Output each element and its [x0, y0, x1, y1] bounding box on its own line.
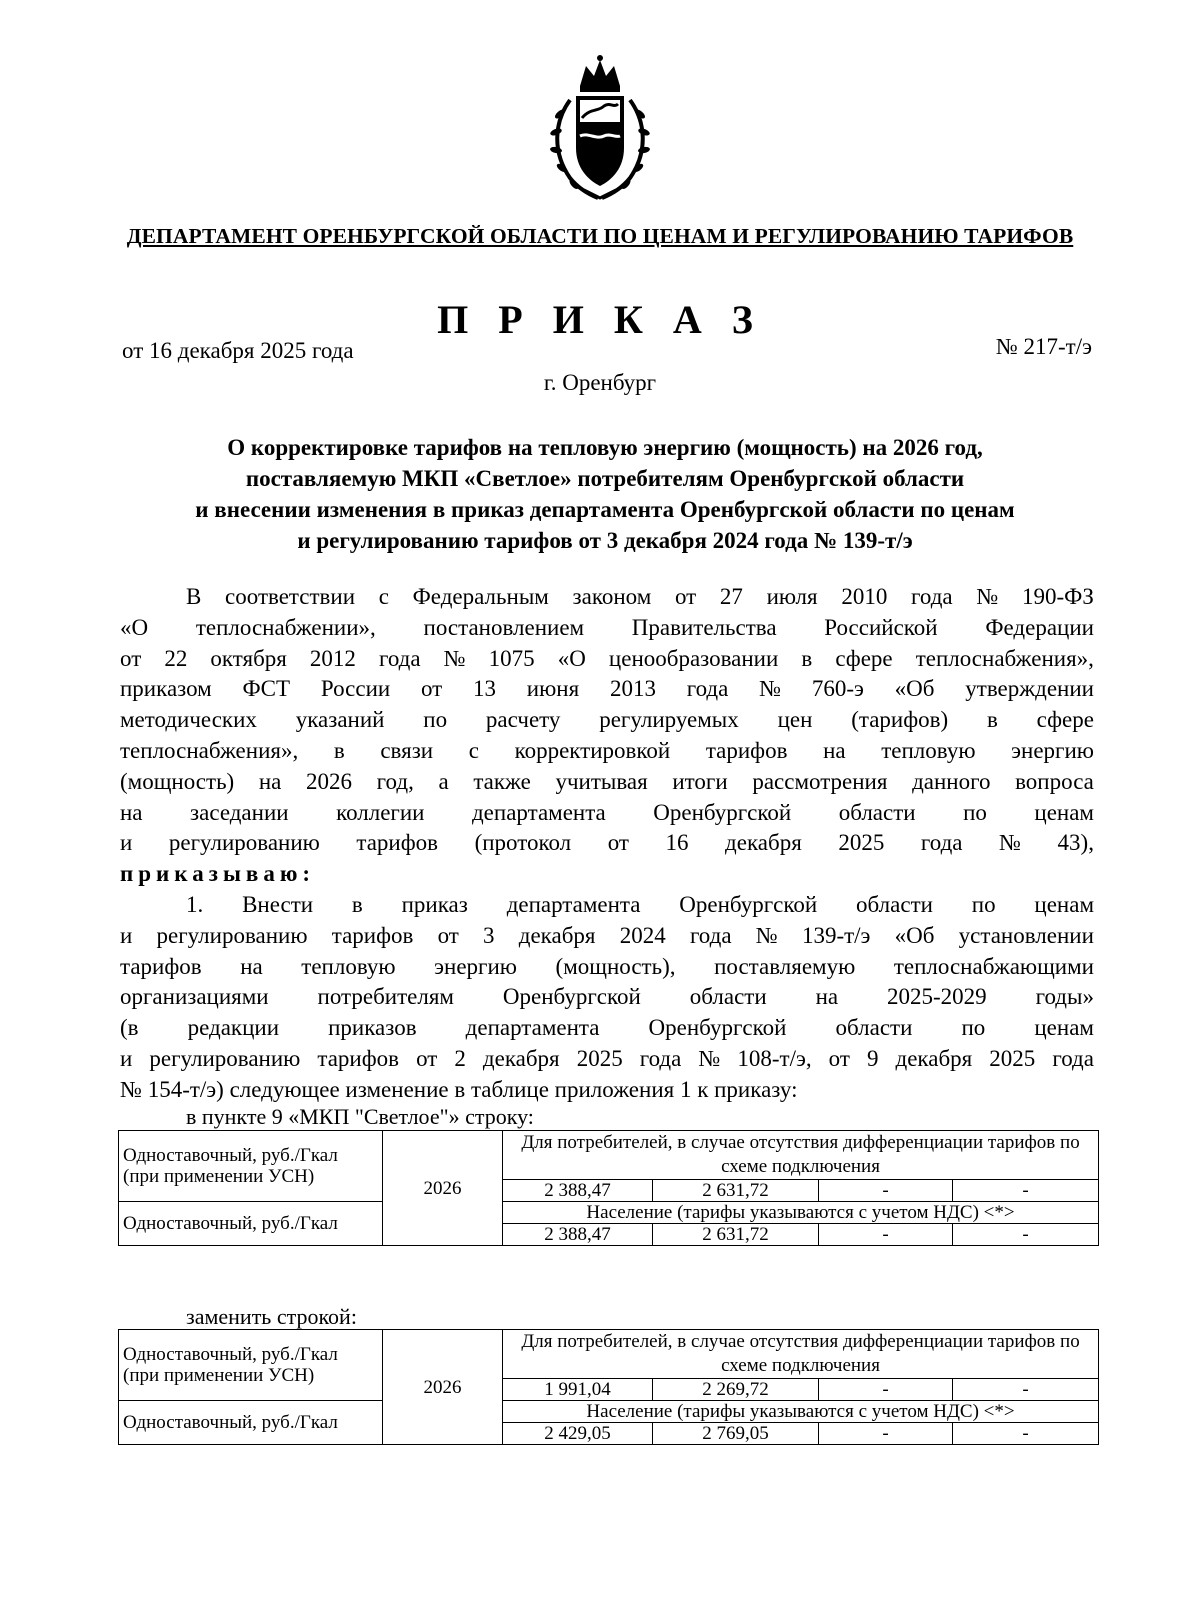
word: также — [473, 768, 531, 794]
body-line — [120, 613, 1094, 644]
word: 2025 — [576, 1045, 623, 1071]
word: методических — [120, 707, 257, 733]
tariff-year: 2026 — [383, 1131, 503, 1246]
word: на — [240, 953, 263, 979]
word: 13 — [473, 676, 496, 702]
word: от — [416, 1045, 438, 1071]
word: теплоснабжения», — [120, 737, 299, 763]
word: В — [186, 584, 202, 609]
word: года — [378, 645, 421, 671]
word: и — [120, 830, 133, 856]
word: № — [698, 1045, 721, 1071]
word: области — [835, 1015, 913, 1041]
table-row — [119, 1330, 1099, 1379]
word: области — [689, 984, 767, 1010]
word: поставляемую — [714, 953, 856, 979]
coat-of-arms-emblem — [548, 52, 652, 202]
word: тарифов — [705, 737, 788, 763]
tariff-value: - — [819, 1224, 953, 1246]
word: теплоснабжении», — [195, 614, 376, 640]
word: связи — [380, 737, 434, 763]
tariff-value: 1 991,04 — [503, 1379, 653, 1401]
word: Правительства — [631, 614, 777, 640]
word: года — [689, 922, 732, 948]
tariff-value: 2 388,47 — [503, 1180, 653, 1202]
consumer-group-header: Для потребителей, в случае отсутствия дифференциации тарифов по схеме подключения — [503, 1131, 1099, 1180]
word: (в — [120, 1015, 139, 1041]
word: на — [120, 799, 143, 825]
word: установлении — [958, 922, 1094, 948]
word: регулированию — [149, 1045, 301, 1071]
table-row — [119, 1131, 1099, 1180]
word: от — [120, 645, 142, 671]
word: Российской — [824, 614, 938, 640]
tariff-value: - — [953, 1423, 1099, 1445]
tariff-value: - — [819, 1379, 953, 1401]
word: корректировкой — [514, 737, 671, 763]
word: 2013 — [609, 676, 656, 702]
word: годы» — [1035, 984, 1094, 1010]
word: от — [607, 830, 629, 856]
word: от — [420, 676, 443, 702]
word: октября — [210, 645, 287, 671]
word: энергию — [434, 953, 517, 979]
word: 2 — [454, 1045, 466, 1071]
word: «О — [120, 614, 149, 640]
word: теплоснабжения», — [915, 645, 1094, 671]
department-name: ДЕПАРТАМЕНТ ОРЕНБУРГСКОЙ ОБЛАСТИ ПО ЦЕНАМ И РЕГУЛИРОВАНИЮ ТАРИФОВ — [126, 224, 1074, 248]
word: года — [911, 584, 953, 609]
word: (тарифов) — [851, 707, 949, 733]
word: данного — [912, 768, 991, 794]
consumer-group-header: Население (тарифы указываются с учетом НДС) <*> — [503, 1401, 1099, 1423]
tariff-value: 2 388,47 — [503, 1224, 653, 1246]
word: 9 — [866, 1045, 879, 1071]
word: департамента — [471, 799, 606, 825]
body-line — [120, 890, 1094, 921]
word: 190-ФЗ — [1021, 584, 1094, 609]
word: по — [971, 891, 996, 917]
word: области — [838, 799, 916, 825]
word: цен — [777, 707, 813, 733]
body-line — [120, 705, 1094, 736]
word: 139-т/э — [801, 922, 871, 948]
word: регулированию — [168, 830, 320, 856]
word: 108-т/э, — [737, 1045, 812, 1071]
word: департамента — [465, 1015, 600, 1041]
document-subject — [120, 432, 1090, 556]
word: по — [423, 707, 448, 733]
consumer-group-header: Для потребителей, в случае отсутствия дифференциации тарифов по схеме подключения — [503, 1330, 1099, 1379]
word: приказом — [120, 676, 212, 702]
tariff-label: Одноставочный, руб./Гкал — [119, 1202, 383, 1246]
word: ФСТ — [242, 676, 291, 702]
word: (мощность), — [555, 953, 676, 979]
word: 2025 — [989, 1045, 1036, 1071]
word: тарифов — [317, 1045, 400, 1071]
tariff-year: 2026 — [383, 1330, 503, 1445]
word: по — [961, 1015, 986, 1041]
tariff-value: - — [953, 1379, 1099, 1401]
table-row — [119, 1202, 1099, 1224]
word: Внести — [242, 891, 314, 917]
table-row — [119, 1401, 1099, 1423]
word: учитывая — [555, 768, 648, 794]
orders-word: приказываю: — [120, 861, 316, 887]
word: сфере — [835, 645, 893, 671]
word: года — [686, 676, 729, 702]
body-line — [120, 798, 1094, 829]
word: (мощность) — [120, 768, 235, 794]
word: с — [378, 584, 389, 609]
document-date: от 16 декабря 2025 года — [122, 338, 354, 363]
word: Оренбургской — [502, 984, 641, 1010]
tariff-value: 2 631,72 — [653, 1180, 819, 1202]
word: рассмотрения — [752, 768, 888, 794]
word: в — [986, 707, 998, 733]
tariff-value: 2 769,05 — [653, 1423, 819, 1445]
document-type-title: П Р И К А З — [437, 297, 763, 342]
consumer-group-header: Население (тарифы указываются с учетом НДС) <*> — [503, 1202, 1099, 1224]
body-line — [120, 767, 1094, 798]
word: 1075 — [488, 645, 535, 671]
word: на — [815, 984, 839, 1010]
body-line — [120, 982, 1094, 1013]
word: 2026 — [306, 768, 353, 794]
body-line: № 154-т/э) следующее изменение в таблице приложения 1 к приказу: — [120, 1076, 798, 1102]
body-line — [120, 582, 1094, 613]
word: от — [437, 922, 459, 948]
word: соответствии — [225, 584, 356, 609]
tariff-value: - — [819, 1423, 953, 1445]
word: 2025 — [838, 830, 885, 856]
word: Федеральным — [412, 584, 549, 609]
tariff-value: - — [953, 1180, 1099, 1202]
word: утверждении — [965, 676, 1094, 702]
word: от — [828, 1045, 850, 1071]
word: Оренбургской — [648, 1015, 787, 1041]
tariff-label: Одноставочный, руб./Гкал (при применении УСН) — [119, 1330, 383, 1401]
body-line — [120, 952, 1094, 983]
word: 3 — [483, 922, 495, 948]
body-line — [120, 736, 1094, 767]
word: в — [351, 891, 363, 917]
word: ценообразовании — [608, 645, 779, 671]
document-city: г. Оренбург — [543, 370, 657, 395]
word: постановлением — [423, 614, 585, 640]
word: Оренбургской — [679, 891, 818, 917]
word: № — [759, 676, 782, 702]
word: июня — [526, 676, 580, 702]
subject-line: О корректировке тарифов на тепловую энергию (мощность) на 2026 год, — [227, 435, 983, 460]
tariff-value: - — [953, 1224, 1099, 1246]
document-number: № 217-т/э — [995, 334, 1092, 359]
word: от — [674, 584, 697, 609]
word: приказ — [401, 891, 468, 917]
word: декабря — [895, 1045, 973, 1071]
word: года — [1052, 1045, 1094, 1071]
word: год, — [376, 768, 414, 794]
word: приказов — [328, 1015, 417, 1041]
body-line — [120, 921, 1094, 952]
word: вопроса — [1015, 768, 1094, 794]
word: и — [120, 1045, 133, 1071]
word: года — [639, 1045, 682, 1071]
word: декабря — [725, 830, 802, 856]
word: расчету — [485, 707, 561, 733]
word: потребителям — [317, 984, 454, 1010]
word: тепловую — [881, 737, 976, 763]
word: итоги — [672, 768, 728, 794]
word: сфере — [1036, 707, 1094, 733]
body-line — [120, 1044, 1094, 1075]
word: по — [963, 799, 987, 825]
word: Федерации — [985, 614, 1094, 640]
document-body — [120, 582, 1094, 1106]
tariff-label: Одноставочный, руб./Гкал — [119, 1401, 383, 1445]
word: 43), — [1057, 830, 1094, 856]
word: 22 — [164, 645, 188, 671]
tariff-value: 2 429,05 — [503, 1423, 653, 1445]
word: 2012 — [309, 645, 356, 671]
body-line — [120, 674, 1094, 705]
body-line — [120, 828, 1094, 859]
word: Оренбургской — [653, 799, 792, 825]
word: регулируемых — [599, 707, 739, 733]
word: редакции — [187, 1015, 280, 1041]
word: 16 — [665, 830, 689, 856]
word: ценам — [1034, 799, 1094, 825]
word: законом — [572, 584, 652, 609]
word: указаний — [295, 707, 385, 733]
word: 2025-2029 — [887, 984, 987, 1010]
word: ценам — [1034, 1015, 1094, 1041]
subject-line: и внесении изменения в приказ департамента Оренбургской области по ценам — [195, 497, 1015, 522]
tariff-value: 2 631,72 — [653, 1224, 819, 1246]
word: а — [438, 768, 449, 794]
tariff-value: 2 269,72 — [653, 1379, 819, 1401]
word: тарифов — [331, 922, 414, 948]
word: департамента — [506, 891, 641, 917]
body-line — [120, 1013, 1094, 1044]
word: с — [468, 737, 479, 763]
word: тарифов — [356, 830, 439, 856]
word: в — [801, 645, 813, 671]
tariff-table-new — [118, 1329, 1099, 1445]
word: декабря — [518, 922, 596, 948]
word: области — [856, 891, 933, 917]
word: на — [258, 768, 282, 794]
word: 27 — [719, 584, 743, 609]
tariff-table-old — [118, 1130, 1099, 1246]
word: № — [976, 584, 999, 609]
word: тепловую — [301, 953, 396, 979]
word: № — [443, 645, 466, 671]
word: России — [320, 676, 391, 702]
subject-line: и регулированию тарифов от 3 декабря 2024 года № 139-т/э — [297, 528, 913, 553]
word: года — [920, 830, 963, 856]
word: (протокол — [474, 830, 572, 856]
word: заседании — [190, 799, 289, 825]
tariff-value: - — [819, 1180, 953, 1202]
tariff-label: Одноставочный, руб./Гкал (при применении УСН) — [119, 1131, 383, 1202]
word: ценам — [1034, 891, 1094, 917]
word: тарифов — [120, 953, 202, 979]
word: «Об — [894, 922, 935, 948]
word: № — [999, 830, 1021, 856]
word: и — [120, 922, 133, 948]
word: декабря — [482, 1045, 560, 1071]
body-line — [120, 644, 1094, 675]
word: на — [823, 737, 846, 763]
word: июля — [766, 584, 818, 609]
word: 760-э — [811, 676, 864, 702]
table-caption-new: заменить строкой: — [186, 1304, 357, 1329]
word: энергию — [1011, 737, 1094, 763]
subject-line: поставляемую МКП «Светлое» потребителям Оренбургской области — [245, 466, 965, 491]
table-caption-old: в пункте 9 «МКП "Светлое"» строку: — [186, 1104, 534, 1129]
word: регулированию — [156, 922, 308, 948]
word: организациями — [120, 984, 269, 1010]
word: 1. — [186, 891, 204, 917]
word: № — [755, 922, 778, 948]
word: в — [333, 737, 345, 763]
word: теплоснабжающими — [893, 953, 1094, 979]
word: «О — [557, 645, 586, 671]
word: 2024 — [619, 922, 666, 948]
word: 2010 — [841, 584, 888, 609]
word: «Об — [894, 676, 935, 702]
word: коллегии — [336, 799, 425, 825]
